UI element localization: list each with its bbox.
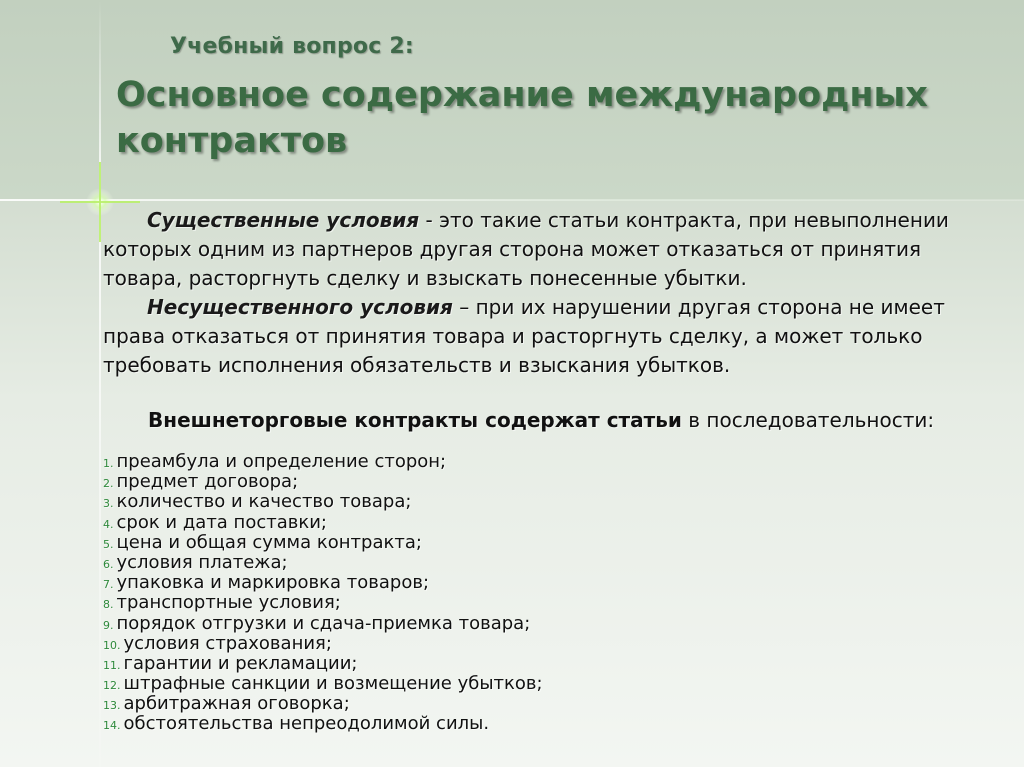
paragraph-essential-terms (103, 206, 1003, 293)
list-item (103, 614, 543, 634)
list-item (103, 593, 543, 613)
list-text: порядок отгрузки и сдача-приемка товара; (116, 612, 531, 634)
list-number: 3. (103, 497, 114, 511)
list-number: 8. (103, 598, 114, 612)
list-number: 11. (103, 658, 121, 672)
list-number: 14. (103, 719, 121, 733)
list-number: 13. (103, 699, 121, 713)
list-text: транспортные условия; (116, 592, 341, 614)
list-item (103, 553, 543, 573)
list-number: 5. (103, 537, 114, 551)
term-essential: Существенные условия (147, 208, 420, 232)
slide-subtitle: Учебный вопрос 2: (170, 34, 414, 59)
list-item (103, 654, 543, 674)
header-divider (0, 199, 1024, 201)
slide-title: Основное содержание международных контрактов (116, 75, 928, 161)
list-item (103, 694, 543, 714)
list-number: 7. (103, 578, 114, 592)
definition-essential: - это такие статьи контракта, при невыполнении которых одним из партнеров другая сторона может отказаться от принятия товара, расторгнуть сделку и взыскать понесенные убытки. (103, 208, 949, 290)
list-text: упаковка и маркировка товаров; (116, 572, 430, 594)
list-text: условия страхования; (123, 632, 332, 654)
list-text: предмет договора; (116, 471, 299, 493)
list-item (103, 674, 543, 694)
list-number: 9. (103, 618, 114, 632)
list-text: гарантии и рекламации; (123, 652, 358, 674)
list-item (103, 714, 543, 734)
list-text: условия платежа; (116, 551, 288, 573)
list-item (103, 513, 543, 533)
lead-rest: в последовательности: (681, 408, 935, 432)
list-item (103, 472, 543, 492)
list-text: штрафные санкции и возмещение убытков; (123, 673, 543, 695)
contract-articles-list (103, 452, 543, 735)
list-number: 10. (103, 638, 121, 652)
list-item (103, 533, 543, 553)
term-nonessential: Несущественного условия (147, 295, 453, 319)
list-number: 4. (103, 517, 114, 531)
list-text: преамбула и определение сторон; (116, 451, 447, 472)
list-item (103, 573, 543, 593)
lead-bold: Внешнеторговые контракты содержат статьи (148, 408, 682, 432)
definition-nonessential: – при их нарушении другая сторона не имеет права отказаться от принятия товара и расторгнуть сделку, а может только требовать исполнения обязательств и взыскания убытков. (103, 295, 945, 377)
list-number: 12. (103, 679, 121, 693)
list-item (103, 634, 543, 654)
list-text: срок и дата поставки; (116, 511, 327, 533)
paragraph-nonessential-terms (103, 293, 1003, 380)
list-number: 1. (103, 457, 114, 470)
list-text: обстоятельства непреодолимой силы. (123, 713, 490, 735)
list-text: количество и качество товара; (116, 491, 412, 513)
list-number: 6. (103, 557, 114, 571)
list-lead (148, 406, 1008, 434)
list-item (103, 452, 543, 472)
left-divider (99, 0, 101, 767)
list-item (103, 492, 543, 512)
definitions-block (103, 206, 1003, 380)
list-text: арбитражная оговорка; (123, 693, 350, 715)
list-text: цена и общая сумма контракта; (116, 531, 422, 553)
list-number: 2. (103, 477, 114, 491)
